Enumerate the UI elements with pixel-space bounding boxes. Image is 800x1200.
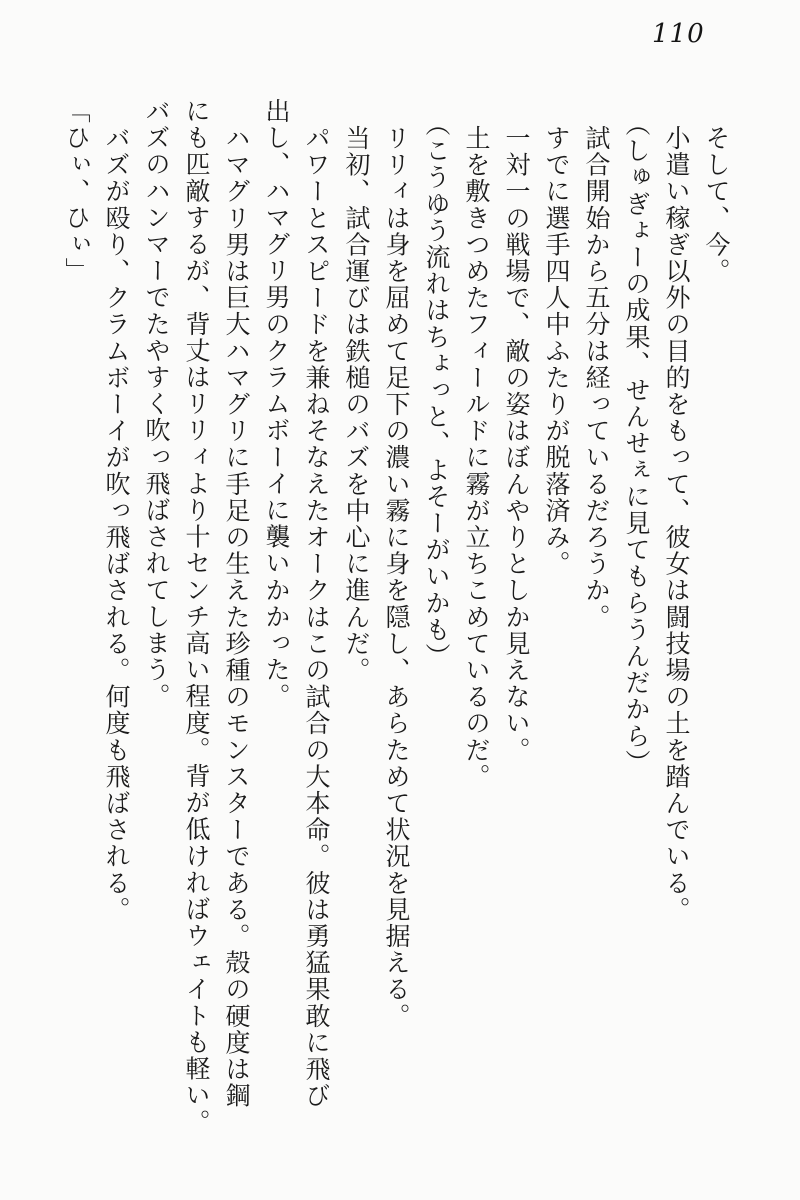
text-line: 試合開始から五分は経っているだろうか。	[582, 125, 611, 631]
text-line: 土を敷きつめたフィールドに霧が立ちこめているのだ。	[462, 125, 491, 790]
text-line: （しゅぎょーの成果、せんせぇに見てもらうんだから）	[622, 111, 651, 776]
text-line: 当初、試合運びは鉄槌のバズを中心に進んだ。	[342, 125, 371, 684]
text-line: すでに選手四人中ふたりが脱落済み。	[542, 125, 571, 578]
text-line: ハマグリ男は巨大ハマグリに手足の生えた珍種のモンスターである。殻の硬度は鋼	[222, 125, 251, 1110]
text-line: バズが殴り、クラムボーイが吹っ飛ばされる。何度も飛ばされる。	[102, 125, 131, 923]
text-line: 小遣い稼ぎ以外の目的をもって、彼女は闘技場の土を踏んでいる。	[662, 125, 691, 923]
text-line: にも匹敵するが、背丈はリリィより十センチ高い程度。背が低ければウェイトも軽い。	[182, 98, 211, 1136]
text-line: そして、今。	[702, 125, 731, 285]
page-number: 110	[652, 19, 705, 49]
text-line: パワーとスピードを兼ねそなえたオークはこの試合の大本命。彼は勇猛果敢に飛び	[302, 125, 331, 1110]
text-line: 「ひぃ、ひぃ」	[62, 98, 91, 285]
text-line: 一対一の戦場で、敵の姿はぼんやりとしか見えない。	[502, 125, 531, 764]
text-line: 出し、ハマグリ男のクラムボーイに襲いかかった。	[262, 98, 291, 710]
page-text	[56, 98, 736, 1200]
text-line: リリィは身を屈めて足下の濃い霧に身を隠し、あらためて状況を見据える。	[382, 125, 411, 1030]
text-line: バズのハンマーでたやすく吹っ飛ばされてしまう。	[142, 98, 171, 710]
text-line: （こうゆう流れはちょっと、よそーがいかも）	[422, 111, 451, 670]
